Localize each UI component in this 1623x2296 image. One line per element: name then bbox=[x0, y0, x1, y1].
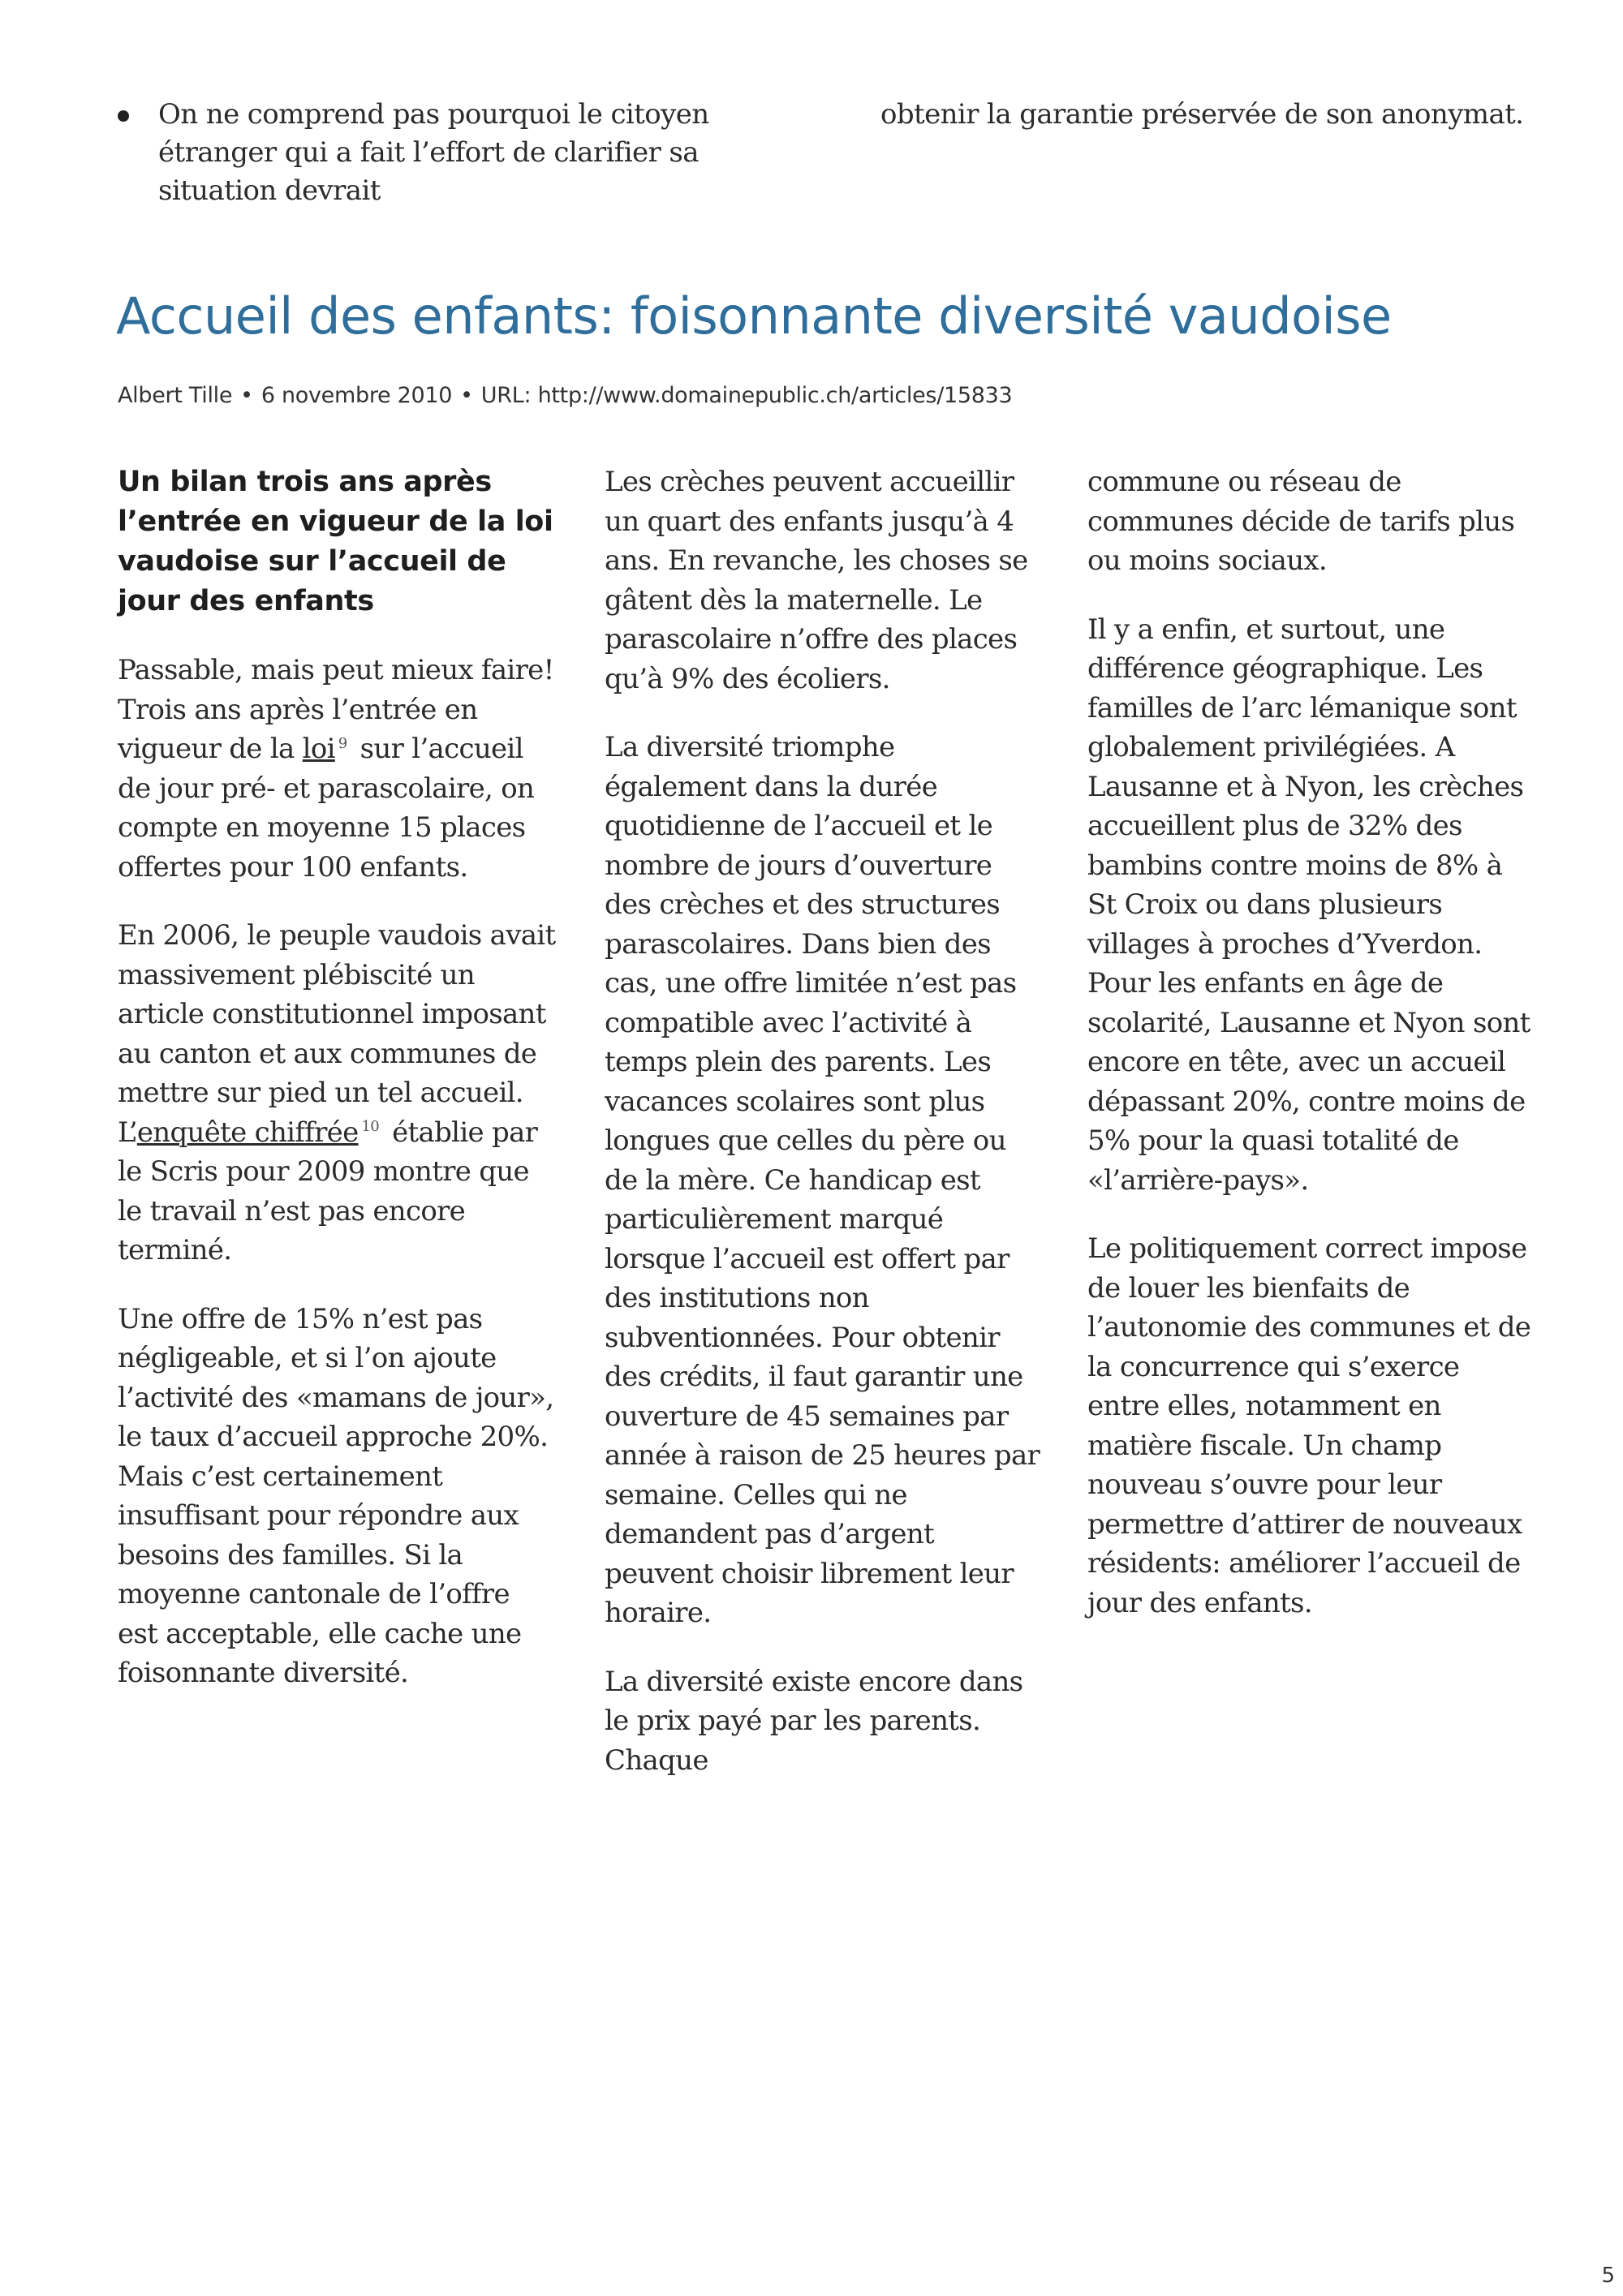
lead-paragraph: Un bilan trois ans après l’entrée en vigueur de la loi vaudoise sur l’accueil de jour des enfants bbox=[118, 466, 553, 617]
paragraph-6a: La diversité existe encore dans le prix payé par les parents. Chaque bbox=[605, 1665, 1023, 1777]
paragraph-3: Une offre de 15% n’est pas négligeable, et si l’on ajoute l’activité des «mamans de jour», le taux d’accueil approche 20%. Mais c’est certainement insuffisant pour répondre aux besoins des familles. Si la moyenne cantonale de l’offre est acceptable, elle cache une foisonnante diversité. bbox=[118, 1302, 554, 1689]
page-number: 5 bbox=[1601, 2264, 1615, 2288]
footnote-9[interactable]: 9 bbox=[338, 734, 347, 752]
p2-text-b: établie par le Scris pour 2009 montre que le travail n’est pas encore terminé. bbox=[118, 1116, 538, 1266]
paragraph-8: Le politiquement correct impose de louer les bienfaits de l’autonomie des communes et de la concurrence qui s’exerce entre elles, notamment en matière fiscale. Un champ nouveau s’ouvre pour leur permettre d’attirer de nouveaux résidents: améliorer l’accueil de jour des enfants. bbox=[1087, 1232, 1531, 1619]
article-url[interactable]: http://www.domainepublic.ch/articles/15833 bbox=[537, 383, 1013, 408]
paragraph-6b: commune ou réseau de communes décide de tarifs plus ou moins sociaux. bbox=[1087, 466, 1515, 577]
paragraph-2 bbox=[118, 916, 556, 1271]
paragraph-5: La diversité triomphe également dans la durée quotidienne de l’accueil et le nombre de jours d’ouverture des crèches et des structures parascolaires. Dans bien des cas, une offre limitée n’est pas compatible avec l’activité à temps plein des parents. Les vacances scolaires sont plus longues que celles du père ou de la mère. Ce handicap est particulièrement marqué lorsque l’accueil est offert par des institutions non subventionnées. Pour obtenir des crédits, il faut garantir une ouverture de 45 semaines par année à raison de 25 heures par semaine. Celles qui ne demandent pas d’argent peuvent choisir librement leur horaire. bbox=[605, 731, 1040, 1629]
author: Albert Tille bbox=[118, 383, 233, 408]
p2-text-a: En 2006, le peuple vaudois avait massivement plébiscité un article constitutionnel imposant au canton et aux communes de mettre sur pied un tel accueil. L’ bbox=[118, 919, 556, 1149]
column-3 bbox=[1087, 462, 1534, 1652]
enquete-link[interactable]: enquête chiffrée bbox=[136, 1116, 359, 1149]
bullet-list-item bbox=[118, 96, 807, 210]
p1-text-a: Passable, mais peut mieux faire! Trois ans après l’entrée en vigueur de la bbox=[118, 654, 554, 765]
paragraph-7: Il y a enfin, et surtout, une différence géographique. Les familles de l’arc lémanique sont globalement privilégiées. A Lausanne et à Nyon, les crèches accueillent plus de 32% des bambins contre moins de 8% à St Croix ou dans plusieurs villages à proches d’Yverdon. Pour les enfants en âge de scolarité, Lausanne et Nyon sont encore en tête, avec un accueil dépassant 20%, contre moins de 5% pour la quasi totalité de «l’arrière-pays». bbox=[1087, 613, 1530, 1197]
bullet-icon bbox=[118, 110, 129, 122]
loi-link[interactable]: loi bbox=[302, 733, 335, 765]
article-title: Accueil des enfants: foisonnante diversité vaudoise bbox=[116, 286, 1392, 346]
paragraph-4: Les crèches peuvent accueillir un quart des enfants jusqu’à 4 ans. En revanche, les choses se gâtent dès la maternelle. Le parascolaire n’offre des places qu’à 9% des écoliers. bbox=[605, 466, 1028, 695]
continuation-text: obtenir la garantie préservée de son anonymat. bbox=[880, 98, 1524, 131]
paragraph-1 bbox=[118, 651, 556, 887]
date: 6 novembre 2010 bbox=[260, 383, 453, 408]
footnote-10[interactable]: 10 bbox=[361, 1118, 380, 1136]
byline: Albert Tille • 6 novembre 2010 • URL: http://www.domainepublic.ch/articles/15833 bbox=[118, 383, 1013, 408]
column-2 bbox=[605, 462, 1043, 1809]
url-label: URL: bbox=[480, 383, 532, 408]
p1-text-b: sur l’accueil de jour pré- et parascolaire, on compte en moyenne 15 places offertes pour 100 enfants. bbox=[118, 733, 535, 884]
bullet-text: On ne comprend pas pourquoi le citoyen étranger qui a fait l’effort de clarifier sa situation devrait bbox=[158, 98, 709, 207]
column-1 bbox=[118, 462, 556, 1722]
